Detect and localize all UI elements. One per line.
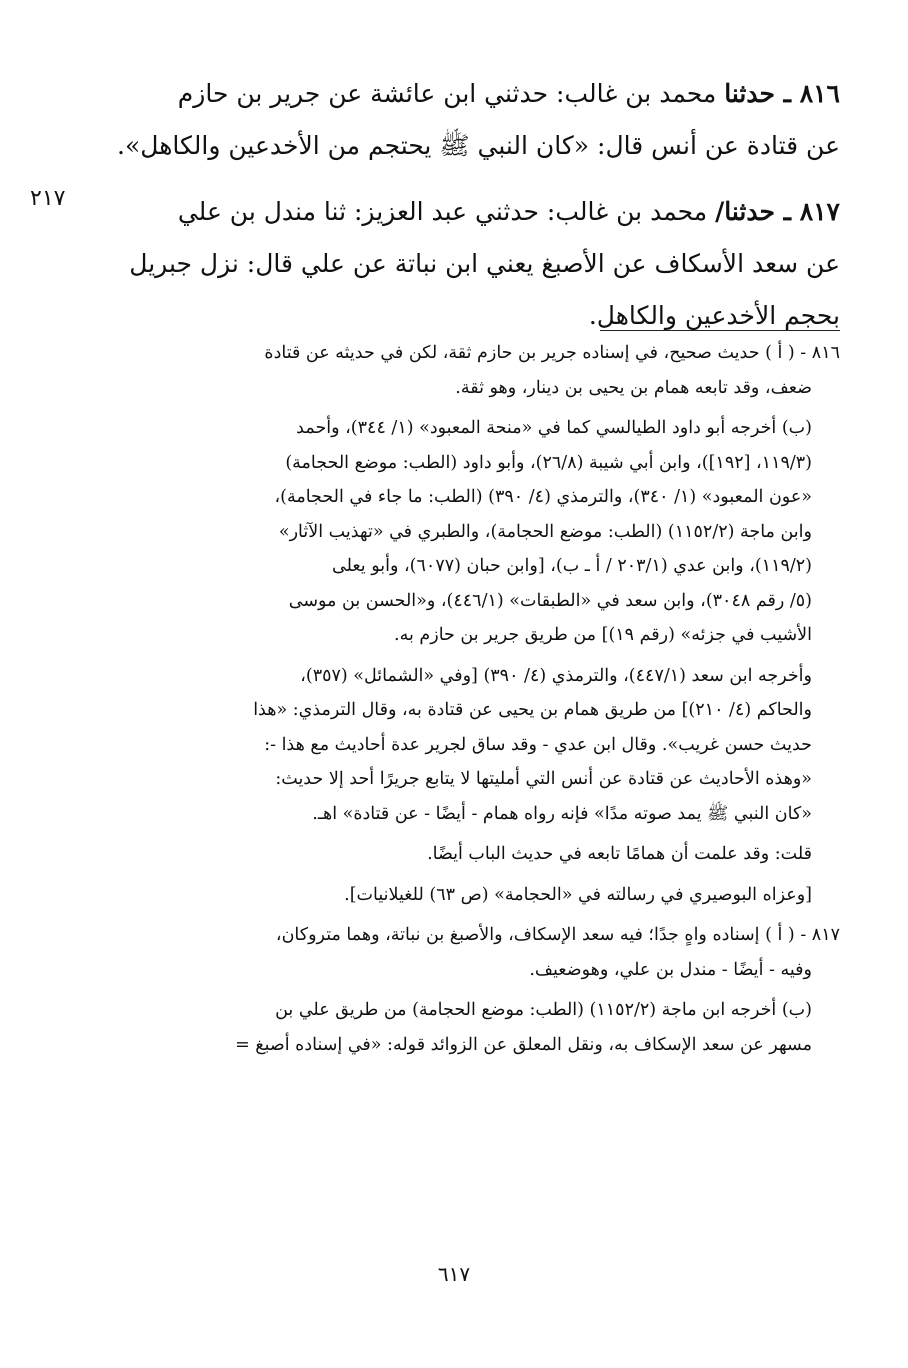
hadith-817-line-1 <box>100 186 840 238</box>
hadith-text <box>100 68 840 342</box>
note-line: وأخرجه ابن سعد (٤٤٧/١)، والترمذي (٤/ ٣٩٠) [وفي «الشمائل» (٣٥٧)، <box>300 665 812 686</box>
note-line: مسهر عن سعد الإسكاف به، ونقل المعلق عن الزوائد قوله: «في إسناده أصبغ = <box>235 1034 812 1055</box>
note-line: حديث حسن غريب». وقال ابن عدي - وقد ساق لجرير عدة أحاديث مع هذا -: <box>264 734 812 755</box>
note-line: [وعزاه البوصيري في رسالته في «الحجامة» (ص ٦٣) للغيلانيات]. <box>344 884 812 905</box>
note-line: (ب) أخرجه ابن ماجة (١١٥٢/٢) (الطب: موضع الحجامة) من طريق علي بن <box>275 1000 812 1020</box>
note-816-b <box>100 411 840 653</box>
note-line: ٨١٦ - ( أ ) حديث صحيح، في إسناده جرير بن حازم ثقة، لكن في حديثه عن قتادة <box>264 343 840 363</box>
note-817-b <box>100 993 840 1062</box>
note-line: (١١٩/٣، [١٩٢])، وابن أبي شيبة (٢٦/٨)، وأبو داود (الطب: موضع الحجامة) <box>285 452 812 473</box>
note-816-a <box>100 336 840 405</box>
footnote-divider <box>600 330 840 331</box>
note-line: (١١٩/٢)، وابن عدي (٢٠٣/١ / أ ـ ب)، [وابن حبان (٦٠٧٧)، وأبو يعلى <box>331 556 812 576</box>
hadith-816-number: ٨١٦ ـ حدثنا <box>724 79 840 108</box>
note-line: ضعف، وقد تابعه همام بن يحيى بن دينار، وهو ثقة. <box>455 377 812 398</box>
note-line: والحاكم (٤/ ٢١٠)] من طريق همام بن يحيى عن قتادة به، وقال الترمذي: «هذا <box>253 700 812 720</box>
manuscript-folio-ref: ٢١٧ <box>30 186 66 211</box>
note-816-e <box>100 878 840 913</box>
note-816-d <box>100 837 840 872</box>
hadith-817-isnad: محمد بن غالب: حدثني عبد العزيز: ثنا مندل بن علي <box>177 197 708 226</box>
note-line: «عون المعبود» (١/ ٣٤٠)، والترمذي (٤/ ٣٩٠) (الطب: ما جاء في الحجامة)، <box>274 487 812 507</box>
note-line: وفيه - أيضًا - مندل بن علي، وهوضعيف. <box>529 959 812 980</box>
note-line: (ب) أخرجه أبو داود الطيالسي كما في «منحة المعبود» (١/ ٣٤٤)، وأحمد <box>296 418 812 438</box>
hadith-816-isnad: محمد بن غالب: حدثني ابن عائشة عن جرير بن حازم <box>177 79 717 108</box>
note-line: «وهذه الأحاديث عن قتادة عن أنس التي أمليتها لا يتابع جريرًا أحد إلا حديث: <box>275 769 812 789</box>
hadith-817-line-2: عن سعد الأسكاف عن الأصبغ يعني ابن نباتة عن علي قال: نزل جبريل <box>129 249 840 278</box>
hadith-817-number: ٨١٧ ـ حدثنا/ <box>715 197 840 226</box>
note-line: وابن ماجة (١١٥٢/٢) (الطب: موضع الحجامة)، والطبري في «تهذيب الآثار» <box>278 521 812 542</box>
note-817-a <box>100 918 840 987</box>
hadith-817 <box>100 186 840 342</box>
footnotes <box>100 336 840 1068</box>
note-line: الأشيب في جزئه» (رقم ١٩)] من طريق جرير بن حازم به. <box>394 625 812 645</box>
note-816-c <box>100 659 840 832</box>
hadith-816-line-1 <box>100 68 840 120</box>
note-line: ٨١٧ - ( أ ) إسناده واهٍ جدًا؛ فيه سعد الإسكاف، والأصبغ بن نباتة، وهما متروكان، <box>275 925 840 945</box>
note-line: «كان النبي ﷺ يمد صوته مدًا» فإنه رواه همام - أيضًا - عن قتادة» اهـ. <box>312 803 812 824</box>
note-line: (٥/ رقم ٣٠٤٨)، وابن سعد في «الطبقات» (٤٤٦/١)، و«الحسن بن موسى <box>288 590 812 611</box>
page-number: ٦١٧ <box>437 1262 471 1286</box>
hadith-816 <box>100 68 840 172</box>
note-line: قلت: وقد علمت أن همامًا تابعه في حديث الباب أيضًا. <box>427 844 812 864</box>
hadith-816-line-2: عن قتادة عن أنس قال: «كان النبي ﷺ يحتجم من الأخدعين والكاهل». <box>117 131 840 160</box>
hadith-817-line-3: بحجم الأخدعين والكاهل. <box>588 301 840 330</box>
